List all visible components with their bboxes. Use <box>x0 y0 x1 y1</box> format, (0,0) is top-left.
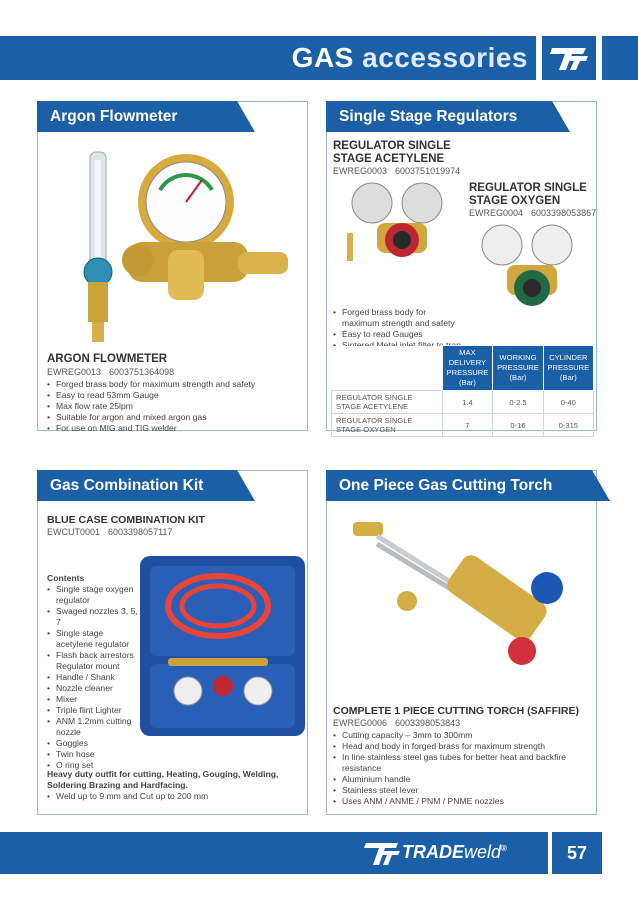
table-cell: REGULATOR SINGLE STAGE ACETYLENE <box>332 391 443 414</box>
brand-bold: TRADE <box>402 842 464 862</box>
argon-item-code: EWREG0013 <box>47 367 102 377</box>
regulator-spec-table <box>331 345 594 437</box>
argon-product-name: ARGON FLOWMETER <box>47 353 168 365</box>
table-header-row <box>332 346 594 391</box>
list-item: • Max flow rate 25lpm <box>47 401 302 412</box>
tradeweld-logo-icon <box>542 36 596 80</box>
list-item: • Swaged nozzles 3, 5, 7 <box>47 606 142 628</box>
combo-barcode: 6003398057117 <box>108 527 173 537</box>
torch-item-code: EWREG0006 <box>333 718 388 728</box>
tradeweld-logo-icon <box>362 839 402 867</box>
combination-kit-image <box>138 546 308 736</box>
table-row <box>332 391 594 414</box>
list-item: • In line stainless steel gas tubes for better heat and backfire resistance <box>333 752 591 774</box>
list-item: • Triple flint Lighter <box>47 705 142 716</box>
combo-panel-title: Gas Combination Kit <box>37 470 237 501</box>
acetylene-name-line2: STAGE ACETYLENE <box>333 153 445 165</box>
combo-item-code: EWCUT0001 <box>47 527 101 537</box>
oxygen-codes <box>469 208 604 218</box>
torch-feature-list <box>333 730 591 807</box>
list-item: • Twin hose <box>47 749 142 760</box>
acetylene-item-code: EWREG0003 <box>333 166 388 176</box>
oxygen-barcode: 6003398053867 <box>531 208 597 218</box>
list-item: • Aluminium handle <box>333 774 591 785</box>
list-item: • Easy to read 53mm Gauge <box>47 390 302 401</box>
combo-codes <box>47 527 180 537</box>
table-cell: REGULATOR SINGLE STAGE OXYGEN <box>332 414 443 437</box>
table-cell: 0-40 <box>543 391 593 414</box>
table-cell: 1.4 <box>442 391 493 414</box>
title-bold: GAS <box>291 42 354 73</box>
oxygen-name-line2: STAGE OXYGEN <box>469 195 561 207</box>
acetylene-name-line1: REGULATOR SINGLE <box>333 140 451 152</box>
argon-flowmeter-image <box>68 142 308 352</box>
table-row <box>332 414 594 437</box>
argon-flowmeter-panel <box>37 101 308 431</box>
combo-duty-line2: Soldering Brazing and Hardfacing. <box>47 780 188 790</box>
list-item: • Suitable for argon and mixed argon gas <box>47 412 302 423</box>
torch-panel-title: One Piece Gas Cutting Torch <box>326 470 592 501</box>
table-cell: 0-315 <box>543 414 593 437</box>
argon-panel-title: Argon Flowmeter <box>37 101 237 132</box>
table-cell: 0-16 <box>493 414 543 437</box>
list-item: • Forged brass body for maximum strength and safety <box>47 379 302 390</box>
single-stage-panel-title: Single Stage Regulators <box>326 101 552 132</box>
argon-feature-list <box>47 379 302 434</box>
single-stage-regulators-panel <box>326 101 597 434</box>
list-item: • Head and body in forged brass for maximum strength <box>333 741 591 752</box>
torch-codes <box>333 718 468 728</box>
title-rest: accessories <box>362 42 528 73</box>
table-corner <box>332 346 443 391</box>
list-item: • Goggles <box>47 738 142 749</box>
header-logo <box>542 36 596 80</box>
table-header: WORKING PRESSURE (Bar) <box>493 346 543 391</box>
table-cell: 7 <box>442 414 493 437</box>
argon-barcode: 6003751364098 <box>109 367 175 377</box>
list-item: • Uses ANM / ANME / PNM / PNME nozzles <box>333 796 591 807</box>
oxygen-regulator-image <box>467 220 592 320</box>
acetylene-product-name <box>333 140 451 166</box>
list-item: • Easy to read Gauges <box>333 329 461 340</box>
page-number: 57 <box>552 832 602 874</box>
list-item: • Stainless steel lever <box>333 785 591 796</box>
gas-combination-kit-panel <box>37 470 308 815</box>
list-item: • For use on MIG and TIG welder <box>47 423 302 434</box>
page-header <box>0 36 638 80</box>
footer-brand <box>402 842 507 863</box>
list-item: • Single stage acetylene regulator <box>47 628 142 650</box>
page-footer <box>0 832 638 874</box>
list-item: • Weld up to 9 mm and Cut up to 200 mm <box>47 791 302 802</box>
table-header: MAX DELIVERY PRESSURE (Bar) <box>442 346 493 391</box>
acetylene-regulator-image <box>337 178 462 278</box>
list-item: • Cutting capacity – 3mm to 300mm <box>333 730 591 741</box>
oxygen-name-line1: REGULATOR SINGLE <box>469 182 587 194</box>
acetylene-codes <box>333 166 468 176</box>
brand-rest: weld <box>464 842 502 862</box>
header-strip <box>602 36 638 80</box>
list-item: • Flash back arrestors Regulator mount <box>47 650 142 672</box>
table-header: CYLINDER PRESSURE (Bar) <box>543 346 593 391</box>
argon-codes <box>47 367 182 377</box>
cutting-torch-panel <box>326 470 597 815</box>
list-item: • Handle / Shank <box>47 672 142 683</box>
combo-contents-list <box>47 584 142 771</box>
torch-product-name: COMPLETE 1 PIECE CUTTING TORCH (SAFFIRE) <box>333 705 579 717</box>
list-item: • Nozzle cleaner <box>47 683 142 694</box>
cutting-torch-image <box>347 516 587 696</box>
combo-duty-line1: Heavy duty outfit for cutting, Heating, Gouging, Welding, <box>47 769 279 779</box>
oxygen-item-code: EWREG0004 <box>469 208 524 218</box>
list-item: • ANM 1.2mm cutting nozzle <box>47 716 142 738</box>
list-item: • Single stage oxygen regulator <box>47 584 142 606</box>
combo-duty-list <box>47 791 302 802</box>
combo-product-name: BLUE CASE COMBINATION KIT <box>47 514 205 526</box>
registered-mark: ® <box>501 844 507 853</box>
combo-duty-heading <box>47 769 305 791</box>
list-item: • Mixer <box>47 694 142 705</box>
page-title <box>292 42 528 74</box>
oxygen-product-name <box>469 182 587 208</box>
contents-label: Contents <box>47 573 85 583</box>
list-item: • O ring set <box>47 760 142 771</box>
table-cell: 0-2.5 <box>493 391 543 414</box>
list-item: • Forged brass body for maximum strength and safety <box>333 307 461 329</box>
acetylene-barcode: 6003751019974 <box>395 166 461 176</box>
torch-barcode: 6003398053843 <box>395 718 461 728</box>
